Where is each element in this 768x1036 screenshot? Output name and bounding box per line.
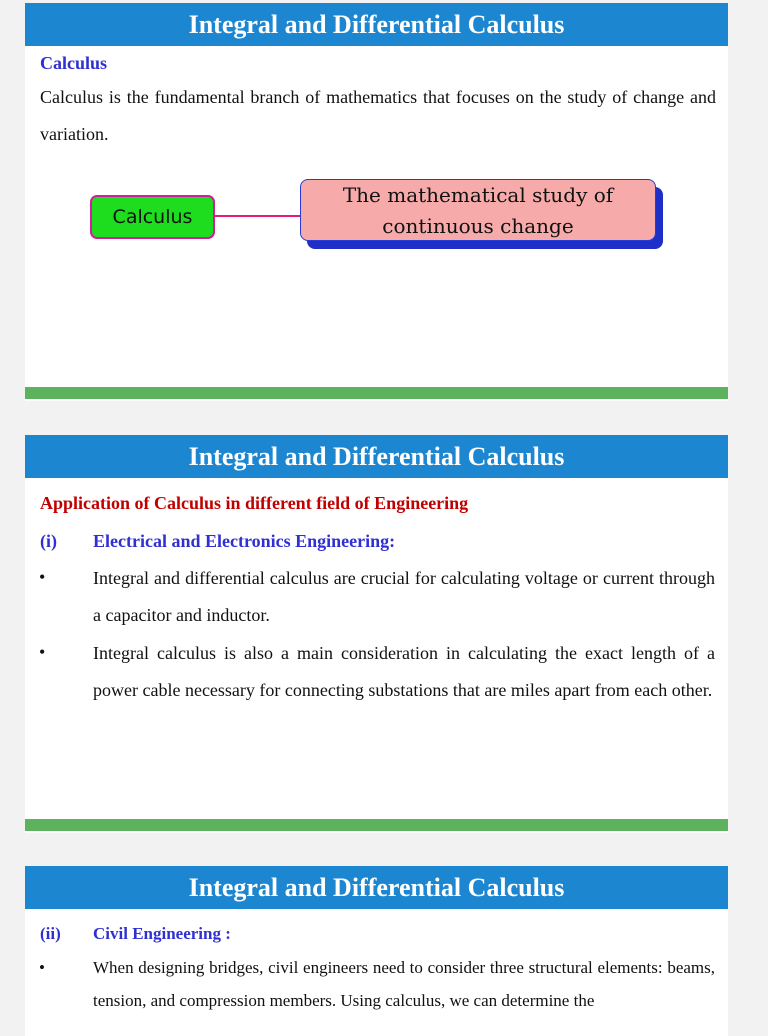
slide-2-footer-bar [25, 819, 728, 831]
slide-3 [25, 866, 728, 1036]
slide-2-section-number: (i) [40, 531, 57, 551]
bullet-icon: • [39, 958, 45, 977]
slide-2-bullet-1: Integral and differential calculus are crucial for calculating voltage or current through a capacitor and inductor. [93, 568, 715, 625]
diagram-definition-box [300, 179, 656, 241]
slide-1 [25, 3, 728, 401]
slide-1-heading: Calculus [40, 53, 108, 73]
slide-3-section-title: Civil Engineering : [93, 924, 231, 943]
bullet-icon: • [39, 567, 46, 587]
diagram-definition-line-1: The mathematical study of [342, 183, 614, 207]
slide-1-title: Integral and Differential Calculus [25, 3, 728, 46]
diagram-definition-line-2: continuous change [382, 214, 574, 238]
slide-3-bullet-1: When designing bridges, civil engineers need to consider three structural elements: beams, tension, and compression members. Using calculus, we can determine the [93, 958, 715, 1010]
slide-2-section-title: Electrical and Electronics Engineering: [93, 531, 396, 551]
slide-1-footer-bar [25, 387, 728, 399]
slide-2-bullet-2: Integral calculus is also a main consideration in calculating the exact length of a power cable necessary for connecting substations that are miles apart from each other. [93, 643, 715, 700]
slide-3-section-number: (ii) [40, 924, 61, 943]
diagram-calculus-box: Calculus [90, 195, 215, 239]
bullet-icon: • [39, 642, 46, 662]
slide-2 [25, 435, 728, 833]
slide-2-heading: Application of Calculus in different field of Engineering [40, 493, 469, 513]
slide-3-title: Integral and Differential Calculus [25, 866, 728, 909]
diagram-arrow-line [213, 215, 309, 217]
slide-1-paragraph: Calculus is the fundamental branch of mathematics that focuses on the study of change and variation. [40, 87, 716, 144]
slide-2-title: Integral and Differential Calculus [25, 435, 728, 478]
